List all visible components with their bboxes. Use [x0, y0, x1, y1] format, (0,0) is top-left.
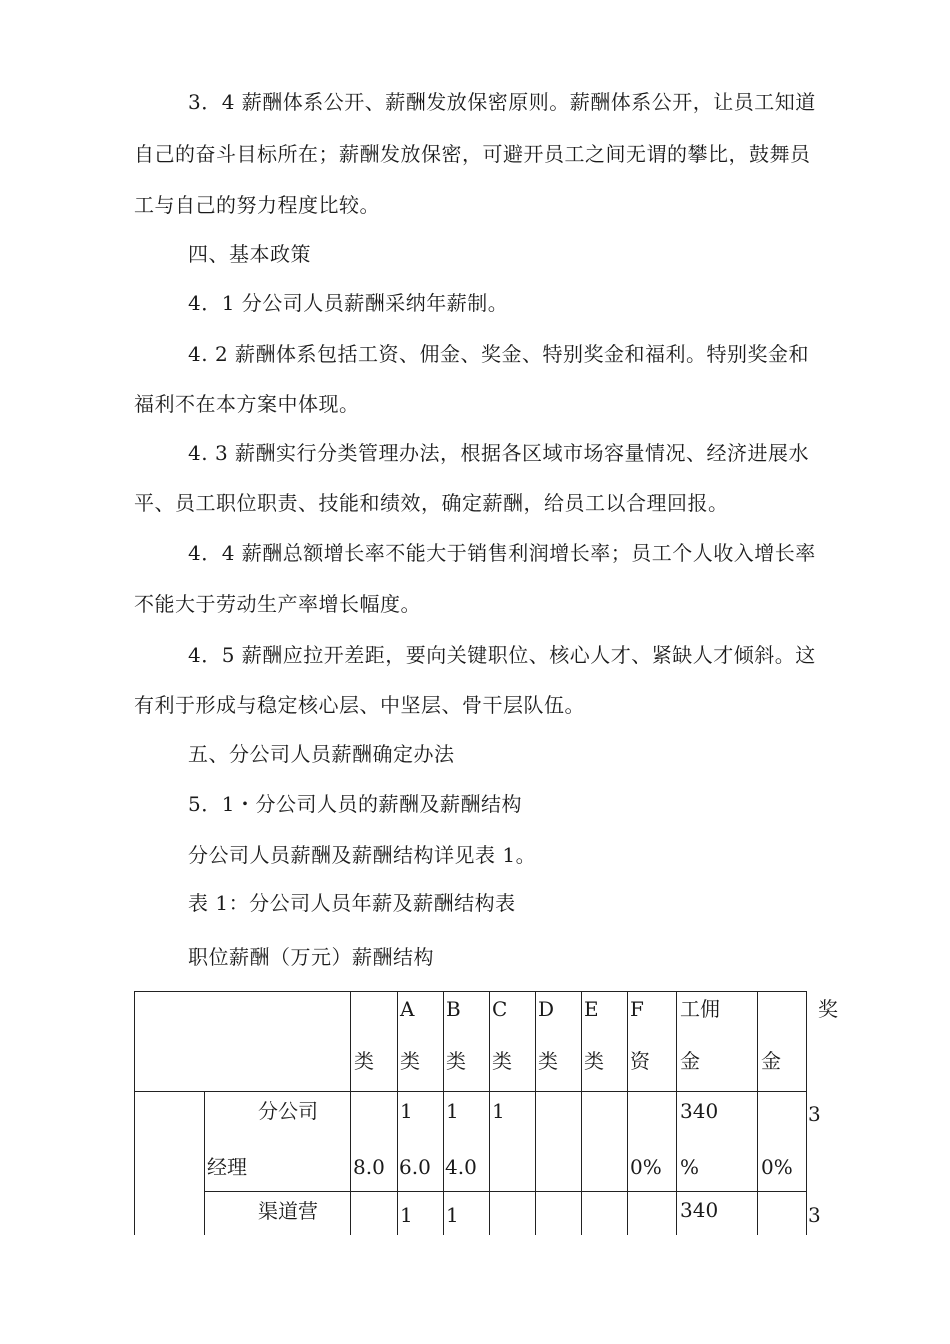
paragraph-3-4-line2: 自己的奋斗目标所在；薪酬发放保密，可避开员工之间无谓的攀比，鼓舞员 — [134, 142, 811, 166]
header-commission: 工佣 — [680, 997, 720, 1021]
table-col-divider-4 — [535, 991, 536, 1235]
header-col-e: E — [584, 997, 599, 1021]
row1-name-bottom: 经理 — [207, 1155, 247, 1179]
header-col-a: A — [400, 997, 415, 1021]
table-col-divider-3 — [489, 991, 490, 1235]
section-heading-4: 四、基本政策 — [188, 242, 311, 266]
header-col-a-bottom: 类 — [400, 1049, 420, 1073]
row1-col-0: 8.0 — [353, 1155, 385, 1179]
row1-commission-top: 340 — [680, 1099, 719, 1123]
row1-overflow: 3 — [808, 1102, 821, 1126]
row1-col-b-bottom: 4.0 — [445, 1155, 477, 1179]
paragraph-3-4-line1: 3．4 薪酬体系公开、薪酬发放保密原则。薪酬体系公开，让员工知道 — [188, 90, 816, 114]
paragraph-4-5-line1: 4．5 薪酬应拉开差距，要向关键职位、核心人才、紧缺人才倾斜。这 — [188, 643, 816, 667]
paragraph-4-5-line2: 有利于形成与稳定核心层、中坚层、骨干层队伍。 — [134, 693, 585, 717]
row1-name-top: 分公司 — [258, 1099, 318, 1123]
table-col-divider-6 — [627, 991, 628, 1235]
row2-col-b-top: 1 — [446, 1203, 459, 1227]
header-col-b: B — [446, 997, 461, 1021]
header-col-d-bottom: 类 — [538, 1049, 558, 1073]
table-top-border — [134, 991, 807, 992]
header-col-f: F — [630, 997, 644, 1021]
table-col-divider-2 — [443, 991, 444, 1235]
header-col-c: C — [492, 997, 508, 1021]
row2-col-a-top: 1 — [400, 1203, 413, 1227]
row1-col-b-top: 1 — [446, 1099, 459, 1123]
table-col-divider-5 — [581, 991, 582, 1235]
paragraph-3-4-line3: 工与自己的努力程度比较。 — [134, 193, 380, 217]
header-col-d: D — [538, 997, 555, 1021]
row1-commission-bottom: % — [680, 1155, 700, 1179]
table-left-border — [134, 991, 135, 1235]
row2-name-top: 渠道营 — [258, 1199, 318, 1223]
section-heading-5: 五、分公司人员薪酬确定办法 — [188, 742, 455, 766]
header-col-c-bottom: 类 — [492, 1049, 512, 1073]
paragraph-4-4-line2: 不能大于劳动生产率增长幅度。 — [134, 592, 421, 616]
header-commission-bottom: 金 — [680, 1049, 700, 1073]
table-header-bottom-border — [134, 1091, 807, 1092]
row1-col-f: 0% — [630, 1155, 662, 1179]
paragraph-4-2-line2: 福利不在本方案中体现。 — [134, 392, 360, 416]
paragraph-4-3-line2: 平、员工职位职责、技能和绩效，确定薪酬，给员工以合理回报。 — [134, 491, 729, 515]
header-col-0-bottom: 类 — [354, 1049, 374, 1073]
table-row1-bottom-border — [204, 1191, 807, 1192]
row2-overflow: 3 — [808, 1203, 821, 1227]
table-col-divider-8 — [757, 991, 758, 1235]
row1-bonus: 0% — [761, 1155, 793, 1179]
row1-col-a-top: 1 — [400, 1099, 413, 1123]
table-right-border — [806, 991, 807, 1235]
table-col-divider-name — [204, 1091, 205, 1235]
header-col-e-bottom: 类 — [584, 1049, 604, 1073]
table-header-label: 职位薪酬（万元）薪酬结构 — [188, 945, 434, 969]
paragraph-table-ref: 分公司人员薪酬及薪酬结构详见表 1。 — [188, 843, 537, 867]
header-col-f-bottom: 资 — [630, 1049, 650, 1073]
row2-commission-top: 340 — [680, 1198, 719, 1222]
table-col-divider-7 — [676, 991, 677, 1235]
paragraph-4-4-line1: 4．4 薪酬总额增长率不能大于销售利润增长率；员工个人收入增长率 — [188, 541, 816, 565]
paragraph-5-1: 5．1・分公司人员的薪酬及薪酬结构 — [188, 792, 522, 816]
paragraph-4-1: 4．1 分公司人员薪酬采纳年薪制。 — [188, 291, 509, 315]
header-bonus-bottom: 金 — [761, 1049, 781, 1073]
row1-col-c-top: 1 — [492, 1099, 505, 1123]
row1-col-a-bottom: 6.0 — [399, 1155, 431, 1179]
paragraph-4-2-line1: 4. 2 薪酬体系包括工资、佣金、奖金、特别奖金和福利。特别奖金和 — [188, 342, 810, 366]
header-col-b-bottom: 类 — [446, 1049, 466, 1073]
paragraph-4-3-line1: 4. 3 薪酬实行分类管理办法，根据各区域市场容量情况、经济进展水 — [188, 441, 810, 465]
header-bonus-overflow: 奖 — [818, 997, 838, 1021]
table-caption: 表 1：分公司人员年薪及薪酬结构表 — [188, 891, 516, 915]
table-col-divider-0 — [350, 991, 351, 1235]
table-col-divider-1 — [397, 991, 398, 1235]
